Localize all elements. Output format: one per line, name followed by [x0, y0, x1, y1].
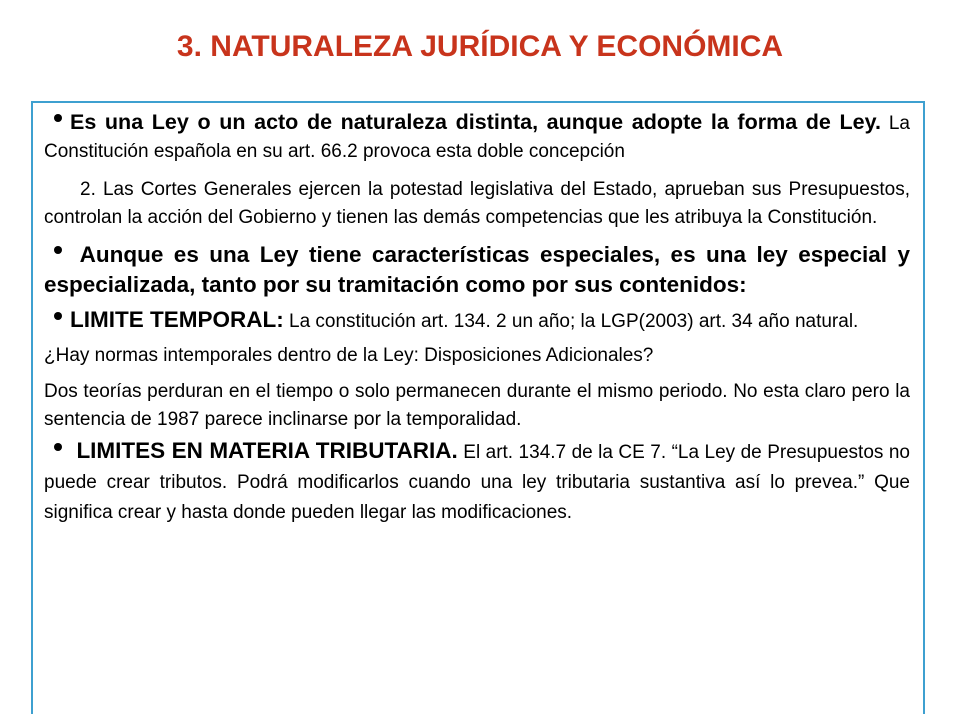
bullet-icon [54, 114, 62, 122]
paragraph-caracteristicas [44, 240, 910, 300]
bullet-icon [54, 443, 62, 451]
paragraph-limite-temporal [44, 306, 910, 336]
paragraph-ley-naturaleza [44, 108, 910, 166]
paragraph-cortes-generales: 2. Las Cortes Generales ejercen la potestad legislativa del Estado, aprueban sus Presupuestos, controlan la acción del Gobierno y tienen las demás competencias que les atribuya la Constitución. [44, 179, 910, 228]
paragraph-normas-intemporales: ¿Hay normas intemporales dentro de la Ley: Disposiciones Adicionales? [44, 345, 654, 366]
bullet-icon [54, 246, 62, 254]
paragraph-dos-teorias: Dos teorías perduran en el tiempo o solo permanecen durante el mismo periodo. No esta claro pero la sentencia de 1987 parece inclinarse por la temporalidad. [44, 381, 910, 430]
paragraph-limites-tributaria [44, 436, 910, 528]
paragraph-bold-text: LIMITES EN MATERIA TRIBUTARIA. [70, 438, 458, 463]
paragraph-bold-text: LIMITE TEMPORAL: [70, 307, 284, 332]
paragraph-text: El art. 134.7 de la CE 7. “La Ley de Presupuestos no puede crear tributos. Podrá modificarlos cuando una ley tributaria sustantiva así lo prevea.” Que significa crear y hasta donde pueden llegar las modificaciones. [44, 442, 910, 523]
paragraph-text: La Constitución española en su art. 66.2 provoca esta doble concepción [44, 113, 910, 162]
slide-title: 3. NATURALEZA JURÍDICA Y ECONÓMICA [176, 30, 784, 63]
paragraph-bold-text: Aunque es una Ley tiene características especiales, es una ley especial y especializada, tanto por su tramitación como por sus contenidos: [44, 242, 910, 297]
paragraph-bold-text: Es una Ley o un acto de naturaleza distinta, aunque adopte la forma de Ley. [70, 110, 881, 134]
slide-content [44, 108, 910, 528]
bullet-icon [54, 312, 62, 320]
paragraph-text: La constitución art. 134. 2 un año; la LGP(2003) art. 34 año natural. [283, 311, 859, 332]
